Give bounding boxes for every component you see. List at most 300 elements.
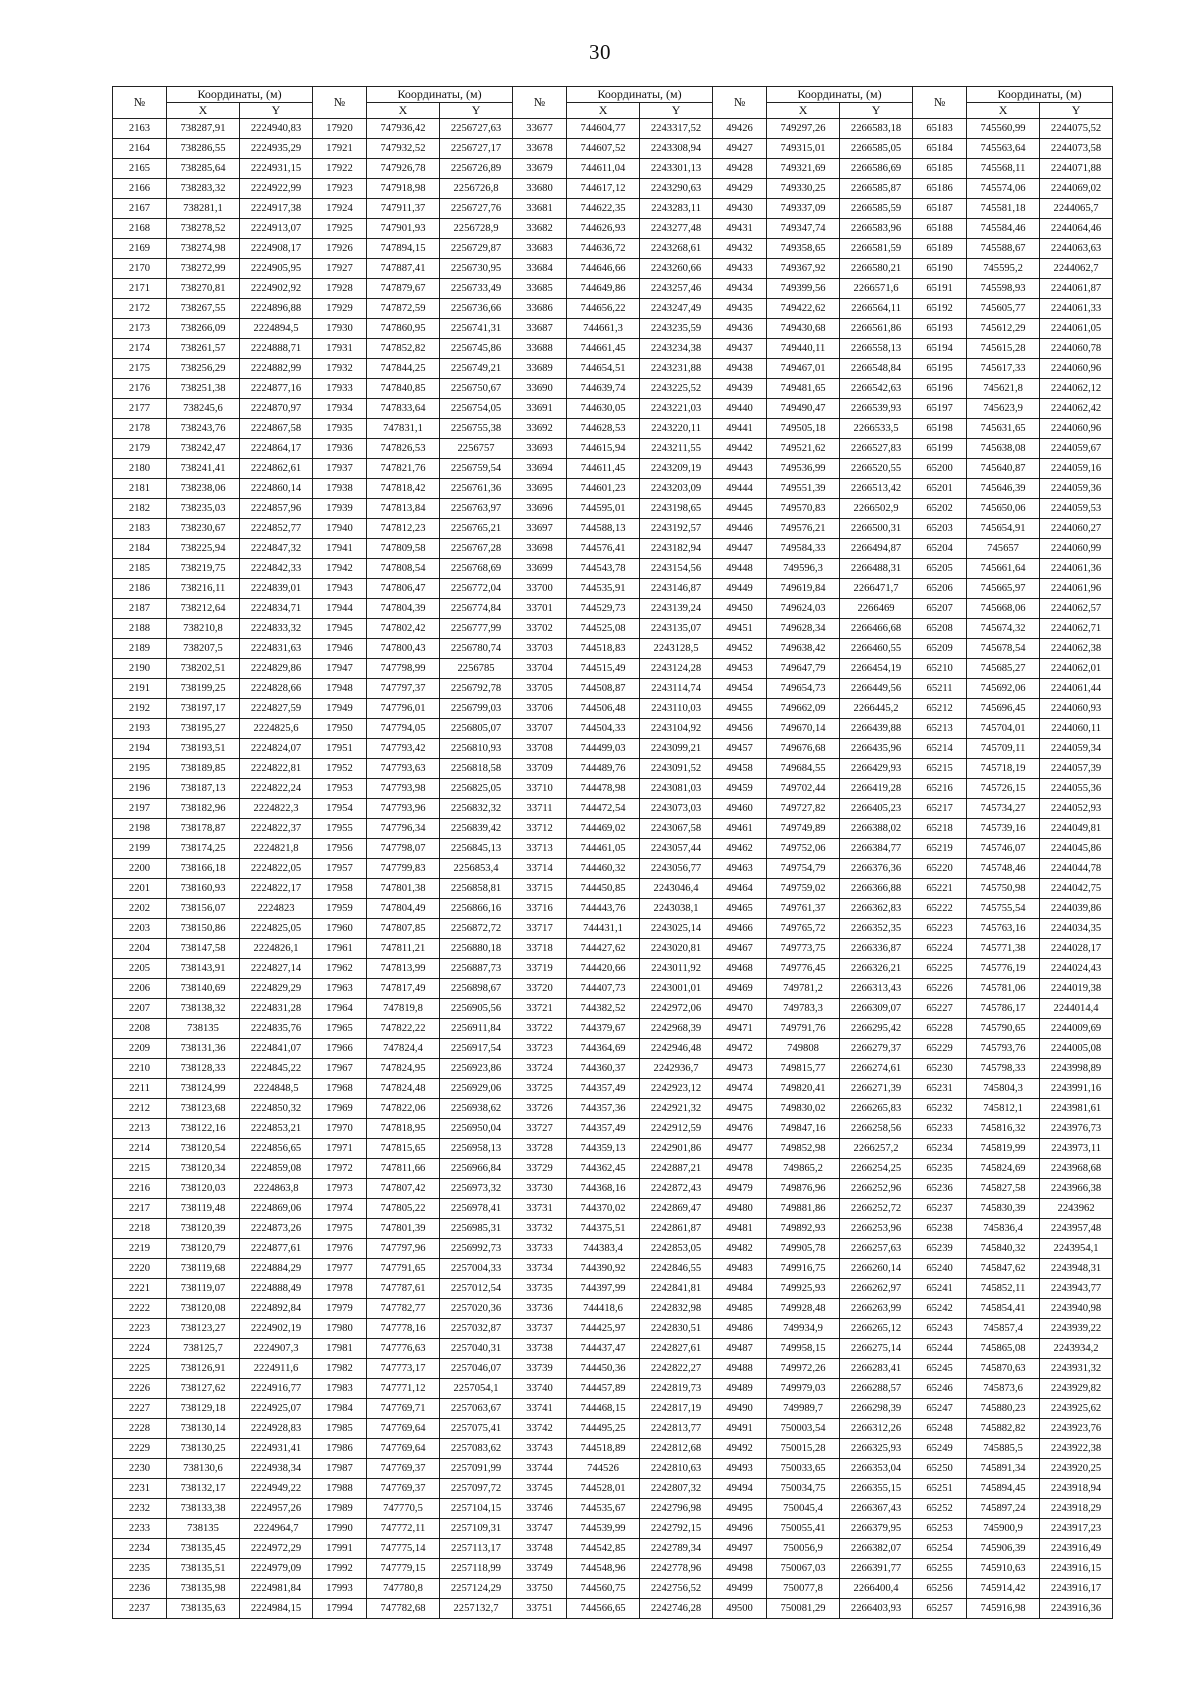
point-number: 49442 (713, 439, 767, 459)
coord-x: 745852,11 (967, 1279, 1040, 1299)
coord-y: 2244059,53 (1040, 499, 1113, 519)
coord-x: 747901,93 (367, 219, 440, 239)
coord-y: 2243948,31 (1040, 1259, 1113, 1279)
point-number: 2203 (113, 919, 167, 939)
coord-x: 738129,18 (167, 1399, 240, 1419)
coord-y: 2242792,15 (640, 1519, 713, 1539)
coord-y: 2257091,99 (440, 1459, 513, 1479)
coord-x: 744382,52 (567, 999, 640, 1019)
coord-y: 2242830,51 (640, 1319, 713, 1339)
point-number: 65231 (913, 1079, 967, 1099)
table-row (113, 319, 1113, 339)
header-num: № (313, 87, 367, 119)
coord-x: 738270,81 (167, 279, 240, 299)
coord-x: 747773,17 (367, 1359, 440, 1379)
coord-x: 738140,69 (167, 979, 240, 999)
coord-x: 747780,8 (367, 1579, 440, 1599)
coord-x: 744375,51 (567, 1219, 640, 1239)
coord-x: 745819,99 (967, 1139, 1040, 1159)
coord-y: 2244069,02 (1040, 179, 1113, 199)
coord-x: 749979,03 (767, 1379, 840, 1399)
point-number: 65200 (913, 459, 967, 479)
point-number: 17982 (313, 1359, 367, 1379)
coord-x: 749358,65 (767, 239, 840, 259)
point-number: 2204 (113, 939, 167, 959)
coord-y: 2224925,07 (240, 1399, 313, 1419)
point-number: 2210 (113, 1059, 167, 1079)
coord-x: 745880,23 (967, 1399, 1040, 1419)
coord-y: 2224822,81 (240, 759, 313, 779)
header-row-top (113, 87, 1113, 103)
point-number: 17956 (313, 839, 367, 859)
point-number: 65214 (913, 739, 967, 759)
coord-x: 747840,85 (367, 379, 440, 399)
coord-y: 2242923,12 (640, 1079, 713, 1099)
point-number: 17974 (313, 1199, 367, 1219)
point-number: 49466 (713, 919, 767, 939)
coord-x: 745914,42 (967, 1579, 1040, 1599)
point-number: 17961 (313, 939, 367, 959)
table-row (113, 959, 1113, 979)
coord-x: 745605,77 (967, 299, 1040, 319)
point-number: 65249 (913, 1439, 967, 1459)
point-number: 2202 (113, 899, 167, 919)
point-number: 33693 (513, 439, 567, 459)
coord-y: 2266326,21 (840, 959, 913, 979)
coord-x: 749628,34 (767, 619, 840, 639)
header-coordinates: Координаты, (м) (567, 87, 713, 103)
coord-y: 2256898,67 (440, 979, 513, 999)
point-number: 65226 (913, 979, 967, 999)
point-number: 2221 (113, 1279, 167, 1299)
coord-x: 744472,54 (567, 799, 640, 819)
coord-x: 738225,94 (167, 539, 240, 559)
point-number: 33732 (513, 1219, 567, 1239)
coord-x: 745650,06 (967, 499, 1040, 519)
coord-y: 2243918,29 (1040, 1499, 1113, 1519)
coord-y: 2244059,67 (1040, 439, 1113, 459)
point-number: 33750 (513, 1579, 567, 1599)
coord-y: 2224964,7 (240, 1519, 313, 1539)
coord-y: 2224984,15 (240, 1599, 313, 1619)
point-number: 17940 (313, 519, 367, 539)
coord-x: 745906,39 (967, 1539, 1040, 1559)
point-number: 49439 (713, 379, 767, 399)
point-number: 33718 (513, 939, 567, 959)
coord-y: 2257083,62 (440, 1439, 513, 1459)
point-number: 33678 (513, 139, 567, 159)
header-x: X (567, 103, 640, 119)
coord-y: 2243114,74 (640, 679, 713, 699)
coord-y: 2244061,96 (1040, 579, 1113, 599)
point-number: 2191 (113, 679, 167, 699)
coord-x: 738283,32 (167, 179, 240, 199)
point-number: 17934 (313, 399, 367, 419)
point-number: 65198 (913, 419, 967, 439)
point-number: 49473 (713, 1059, 767, 1079)
coord-y: 2242813,77 (640, 1419, 713, 1439)
coord-x: 744431,1 (567, 919, 640, 939)
coord-x: 744622,35 (567, 199, 640, 219)
coord-x: 744450,36 (567, 1359, 640, 1379)
coord-x: 749315,01 (767, 139, 840, 159)
coord-x: 745739,16 (967, 819, 1040, 839)
coord-y: 2224902,92 (240, 279, 313, 299)
coord-y: 2243943,77 (1040, 1279, 1113, 1299)
point-number: 49464 (713, 879, 767, 899)
coord-y: 2224940,83 (240, 119, 313, 139)
coord-x: 744506,48 (567, 699, 640, 719)
coord-y: 2243966,38 (1040, 1179, 1113, 1199)
coord-y: 2266353,04 (840, 1459, 913, 1479)
coord-x: 738202,51 (167, 659, 240, 679)
point-number: 2207 (113, 999, 167, 1019)
table-row (113, 279, 1113, 299)
point-number: 49493 (713, 1459, 767, 1479)
point-number: 65209 (913, 639, 967, 659)
coord-y: 2256765,21 (440, 519, 513, 539)
coord-y: 2256938,62 (440, 1099, 513, 1119)
coord-x: 744528,01 (567, 1479, 640, 1499)
point-number: 65186 (913, 179, 967, 199)
point-number: 17985 (313, 1419, 367, 1439)
coord-x: 738267,55 (167, 299, 240, 319)
coord-y: 2224824,07 (240, 739, 313, 759)
point-number: 49457 (713, 739, 767, 759)
point-number: 65185 (913, 159, 967, 179)
coord-y: 2243234,38 (640, 339, 713, 359)
coord-x: 745885,5 (967, 1439, 1040, 1459)
coord-x: 738123,27 (167, 1319, 240, 1339)
table-row (113, 879, 1113, 899)
coord-y: 2244063,63 (1040, 239, 1113, 259)
coord-x: 745840,32 (967, 1239, 1040, 1259)
point-number: 65257 (913, 1599, 967, 1619)
point-number: 33682 (513, 219, 567, 239)
header-y: Y (440, 103, 513, 119)
point-number: 49472 (713, 1039, 767, 1059)
coord-x: 747772,11 (367, 1519, 440, 1539)
coord-y: 2266379,95 (840, 1519, 913, 1539)
coord-x: 749536,99 (767, 459, 840, 479)
point-number: 49431 (713, 219, 767, 239)
coord-y: 2256728,9 (440, 219, 513, 239)
coord-y: 2243931,32 (1040, 1359, 1113, 1379)
point-number: 33739 (513, 1359, 567, 1379)
point-number: 17939 (313, 499, 367, 519)
coord-y: 2243308,94 (640, 139, 713, 159)
point-number: 65246 (913, 1379, 967, 1399)
point-number: 2177 (113, 399, 167, 419)
point-number: 33733 (513, 1239, 567, 1259)
coord-x: 745857,4 (967, 1319, 1040, 1339)
coord-y: 2243301,13 (640, 159, 713, 179)
point-number: 65199 (913, 439, 967, 459)
coord-x: 744588,13 (567, 519, 640, 539)
coord-y: 2242861,87 (640, 1219, 713, 1239)
coord-x: 747804,39 (367, 599, 440, 619)
point-number: 33749 (513, 1559, 567, 1579)
coord-y: 2257104,15 (440, 1499, 513, 1519)
coord-x: 749584,33 (767, 539, 840, 559)
coord-y: 2266405,23 (840, 799, 913, 819)
coord-x: 745827,58 (967, 1179, 1040, 1199)
coord-x: 738135 (167, 1519, 240, 1539)
coord-y: 2257097,72 (440, 1479, 513, 1499)
coord-x: 745870,63 (967, 1359, 1040, 1379)
point-number: 2216 (113, 1179, 167, 1199)
coord-x: 749830,02 (767, 1099, 840, 1119)
coord-x: 745816,32 (967, 1119, 1040, 1139)
point-number: 17969 (313, 1099, 367, 1119)
point-number: 2215 (113, 1159, 167, 1179)
coord-x: 745865,08 (967, 1339, 1040, 1359)
coord-y: 2244061,44 (1040, 679, 1113, 699)
coord-x: 745621,8 (967, 379, 1040, 399)
point-number: 33710 (513, 779, 567, 799)
point-number: 17957 (313, 859, 367, 879)
coord-x: 747824,95 (367, 1059, 440, 1079)
coord-x: 749670,14 (767, 719, 840, 739)
coord-x: 744654,51 (567, 359, 640, 379)
coord-x: 749865,2 (767, 1159, 840, 1179)
coord-y: 2266325,93 (840, 1439, 913, 1459)
coord-x: 749422,62 (767, 299, 840, 319)
point-number: 17932 (313, 359, 367, 379)
coord-x: 745824,69 (967, 1159, 1040, 1179)
point-number: 33738 (513, 1339, 567, 1359)
coord-x: 745755,54 (967, 899, 1040, 919)
point-number: 49446 (713, 519, 767, 539)
coord-x: 749958,15 (767, 1339, 840, 1359)
coord-x: 738127,62 (167, 1379, 240, 1399)
coord-x: 738256,29 (167, 359, 240, 379)
coord-x: 738210,8 (167, 619, 240, 639)
point-number: 65240 (913, 1259, 967, 1279)
table-row (113, 359, 1113, 379)
coord-x: 747815,65 (367, 1139, 440, 1159)
coord-y: 2243073,03 (640, 799, 713, 819)
coord-y: 2266254,25 (840, 1159, 913, 1179)
coord-x: 744601,23 (567, 479, 640, 499)
point-number: 2192 (113, 699, 167, 719)
coord-y: 2243257,46 (640, 279, 713, 299)
coord-x: 745692,06 (967, 679, 1040, 699)
coord-x: 749337,09 (767, 199, 840, 219)
coord-y: 2256905,56 (440, 999, 513, 1019)
table-row (113, 1179, 1113, 1199)
coord-y: 2257132,7 (440, 1599, 513, 1619)
coord-y: 2266583,96 (840, 219, 913, 239)
coord-y: 2224938,34 (240, 1459, 313, 1479)
point-number: 33703 (513, 639, 567, 659)
point-number: 49463 (713, 859, 767, 879)
point-number: 65203 (913, 519, 967, 539)
coord-x: 744499,03 (567, 739, 640, 759)
coord-y: 2257063,67 (440, 1399, 513, 1419)
point-number: 33679 (513, 159, 567, 179)
coord-x: 749702,44 (767, 779, 840, 799)
coord-x: 744636,72 (567, 239, 640, 259)
table-row (113, 699, 1113, 719)
coord-x: 744469,02 (567, 819, 640, 839)
coord-y: 2256736,66 (440, 299, 513, 319)
point-number: 65247 (913, 1399, 967, 1419)
point-number: 65234 (913, 1139, 967, 1159)
coord-x: 749781,2 (767, 979, 840, 999)
coord-x: 745726,15 (967, 779, 1040, 799)
coord-y: 2266400,4 (840, 1579, 913, 1599)
coord-y: 2224852,77 (240, 519, 313, 539)
table-row (113, 419, 1113, 439)
coord-x: 744617,12 (567, 179, 640, 199)
coord-y: 2242796,98 (640, 1499, 713, 1519)
point-number: 2220 (113, 1259, 167, 1279)
coord-x: 749934,9 (767, 1319, 840, 1339)
point-number: 17953 (313, 779, 367, 799)
coord-x: 749928,48 (767, 1299, 840, 1319)
coord-x: 747778,16 (367, 1319, 440, 1339)
coord-x: 747872,59 (367, 299, 440, 319)
coord-y: 2266366,88 (840, 879, 913, 899)
point-number: 2225 (113, 1359, 167, 1379)
point-number: 2174 (113, 339, 167, 359)
coord-x: 747879,67 (367, 279, 440, 299)
point-number: 17954 (313, 799, 367, 819)
point-number: 17920 (313, 119, 367, 139)
coord-x: 749481,65 (767, 379, 840, 399)
coord-x: 744615,94 (567, 439, 640, 459)
table-row (113, 1579, 1113, 1599)
point-number: 65254 (913, 1539, 967, 1559)
coord-y: 2266488,31 (840, 559, 913, 579)
point-number: 2175 (113, 359, 167, 379)
point-number: 65190 (913, 259, 967, 279)
point-number: 49433 (713, 259, 767, 279)
point-number: 33685 (513, 279, 567, 299)
coord-x: 744357,49 (567, 1079, 640, 1099)
point-number: 2209 (113, 1039, 167, 1059)
coord-y: 2242936,7 (640, 1059, 713, 1079)
coord-x: 745793,76 (967, 1039, 1040, 1059)
coord-y: 2242869,47 (640, 1199, 713, 1219)
point-number: 33686 (513, 299, 567, 319)
coord-x: 744495,25 (567, 1419, 640, 1439)
coord-y: 2244065,7 (1040, 199, 1113, 219)
point-number: 49496 (713, 1519, 767, 1539)
coord-x: 750034,75 (767, 1479, 840, 1499)
point-number: 65244 (913, 1339, 967, 1359)
coord-y: 2257075,41 (440, 1419, 513, 1439)
table-row (113, 799, 1113, 819)
coord-x: 744357,36 (567, 1099, 640, 1119)
table-row (113, 1299, 1113, 1319)
point-number: 33681 (513, 199, 567, 219)
coord-y: 2242817,19 (640, 1399, 713, 1419)
point-number: 49459 (713, 779, 767, 799)
coord-x: 738219,75 (167, 559, 240, 579)
point-number: 2184 (113, 539, 167, 559)
coord-x: 749752,06 (767, 839, 840, 859)
point-number: 33736 (513, 1299, 567, 1319)
coord-x: 745674,32 (967, 619, 1040, 639)
coord-x: 745617,33 (967, 359, 1040, 379)
coord-y: 2224822,37 (240, 819, 313, 839)
coord-y: 2244071,88 (1040, 159, 1113, 179)
coord-x: 745894,45 (967, 1479, 1040, 1499)
coord-y: 2266533,5 (840, 419, 913, 439)
coord-y: 2266258,56 (840, 1119, 913, 1139)
coord-x: 738174,25 (167, 839, 240, 859)
point-number: 2181 (113, 479, 167, 499)
coord-x: 744468,15 (567, 1399, 640, 1419)
coord-x: 747797,96 (367, 1239, 440, 1259)
point-number: 49430 (713, 199, 767, 219)
coord-y: 2224821,8 (240, 839, 313, 859)
coord-y: 2224822,05 (240, 859, 313, 879)
coord-x: 747936,42 (367, 119, 440, 139)
point-number: 2206 (113, 979, 167, 999)
table-row (113, 739, 1113, 759)
coord-x: 738238,06 (167, 479, 240, 499)
coord-y: 2266466,68 (840, 619, 913, 639)
coord-y: 2256917,54 (440, 1039, 513, 1059)
coord-y: 2244044,78 (1040, 859, 1113, 879)
coord-x: 738147,58 (167, 939, 240, 959)
point-number: 49481 (713, 1219, 767, 1239)
coord-y: 2224877,16 (240, 379, 313, 399)
coord-y: 2266585,59 (840, 199, 913, 219)
table-row (113, 839, 1113, 859)
coord-y: 2256880,18 (440, 939, 513, 959)
coord-y: 2266435,96 (840, 739, 913, 759)
point-number: 2163 (113, 119, 167, 139)
coord-y: 2224829,86 (240, 659, 313, 679)
coord-y: 2242846,55 (640, 1259, 713, 1279)
coord-y: 2256749,21 (440, 359, 513, 379)
coord-x: 747769,64 (367, 1419, 440, 1439)
point-number: 49500 (713, 1599, 767, 1619)
table-row (113, 759, 1113, 779)
coord-x: 744397,99 (567, 1279, 640, 1299)
point-number: 33729 (513, 1159, 567, 1179)
header-num: № (913, 87, 967, 119)
coord-x: 738287,91 (167, 119, 240, 139)
point-number: 65206 (913, 579, 967, 599)
coord-y: 2243203,09 (640, 479, 713, 499)
coord-y: 2243209,19 (640, 459, 713, 479)
point-number: 17938 (313, 479, 367, 499)
coord-y: 2243260,66 (640, 259, 713, 279)
point-number: 2218 (113, 1219, 167, 1239)
coord-x: 744560,75 (567, 1579, 640, 1599)
coord-x: 747811,66 (367, 1159, 440, 1179)
header-num: № (513, 87, 567, 119)
coord-y: 2242872,43 (640, 1179, 713, 1199)
coord-y: 2257040,31 (440, 1339, 513, 1359)
coord-x: 747926,78 (367, 159, 440, 179)
coord-y: 2256929,06 (440, 1079, 513, 1099)
coord-x: 749820,41 (767, 1079, 840, 1099)
point-number: 49434 (713, 279, 767, 299)
table-row (113, 1099, 1113, 1119)
point-number: 49490 (713, 1399, 767, 1419)
coord-y: 2256985,31 (440, 1219, 513, 1239)
point-number: 65238 (913, 1219, 967, 1239)
header-x: X (167, 103, 240, 119)
coord-y: 2266295,42 (840, 1019, 913, 1039)
coord-x: 749989,7 (767, 1399, 840, 1419)
